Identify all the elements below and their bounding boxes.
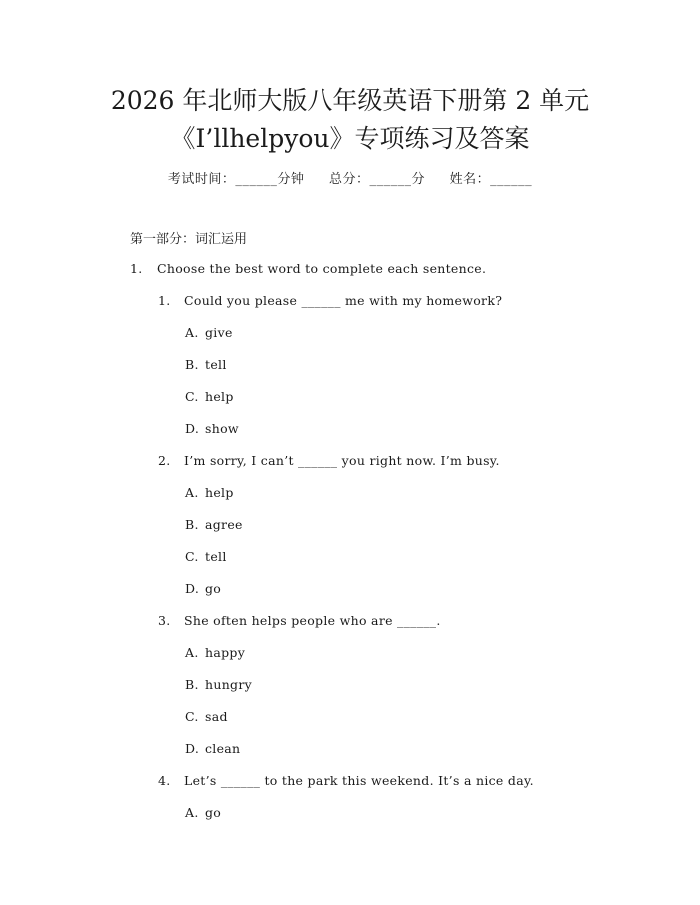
option-label: C. <box>185 549 199 564</box>
option-label: A. <box>185 645 199 660</box>
task-instruction <box>130 261 486 276</box>
option-text: tell <box>205 357 227 372</box>
option-label: B. <box>185 517 199 532</box>
option-text: go <box>205 805 222 820</box>
option-text: help <box>205 389 234 404</box>
question-text: Could you please ______ me with my homework? <box>184 293 503 308</box>
exam-time: 考试时间：______分钟 <box>167 172 305 187</box>
option <box>185 677 252 692</box>
title-line-1: 2026 年北师大版八年级英语下册第 2 单元 <box>110 86 590 115</box>
option-label: C. <box>185 709 199 724</box>
option-label: A. <box>185 325 199 340</box>
exam-score: 总分：______分 <box>328 172 425 187</box>
question-text: She often helps people who are ______. <box>184 613 441 628</box>
question-number: 2. <box>158 453 171 468</box>
option <box>185 709 228 724</box>
option-label: C. <box>185 389 199 404</box>
option-label: B. <box>185 357 199 372</box>
option-text: agree <box>205 517 243 532</box>
option <box>185 741 240 756</box>
question-text: Let’s ______ to the park this weekend. It’s a nice day. <box>184 773 534 788</box>
option-label: A. <box>185 805 199 820</box>
question <box>158 293 502 308</box>
option-text: go <box>205 581 222 596</box>
option <box>185 389 234 404</box>
option-label: D. <box>185 741 200 756</box>
option-text: give <box>205 325 233 340</box>
option <box>185 581 221 596</box>
exam-meta <box>0 168 700 187</box>
option-label: B. <box>185 677 199 692</box>
option-text: help <box>205 485 234 500</box>
option <box>185 517 243 532</box>
option <box>185 549 227 564</box>
section-heading: 第一部分：词汇运用 <box>130 232 248 247</box>
question-number: 3. <box>158 613 171 628</box>
option <box>185 645 245 660</box>
option-text: show <box>205 421 239 436</box>
option-text: clean <box>205 741 241 756</box>
question <box>158 773 534 788</box>
option-label: D. <box>185 581 200 596</box>
option <box>185 325 233 340</box>
question <box>158 453 500 468</box>
question <box>158 613 441 628</box>
task-text: Choose the best word to complete each sentence. <box>157 261 487 276</box>
option-text: tell <box>205 549 227 564</box>
option <box>185 357 227 372</box>
option <box>185 805 221 820</box>
question-text: I’m sorry, I can’t ______ you right now. I’m busy. <box>184 453 500 468</box>
option <box>185 421 239 436</box>
option-text: hungry <box>205 677 252 692</box>
exam-name: 姓名：______ <box>449 172 533 187</box>
option-label: A. <box>185 485 199 500</box>
option-text: happy <box>205 645 246 660</box>
title-line-2: 《I’llhelpyou》专项练习及答案 <box>170 124 530 153</box>
option-text: sad <box>205 709 228 724</box>
option-label: D. <box>185 421 200 436</box>
question-number: 1. <box>158 293 171 308</box>
question-number: 4. <box>158 773 171 788</box>
task-number: 1. <box>130 261 143 276</box>
option <box>185 485 234 500</box>
